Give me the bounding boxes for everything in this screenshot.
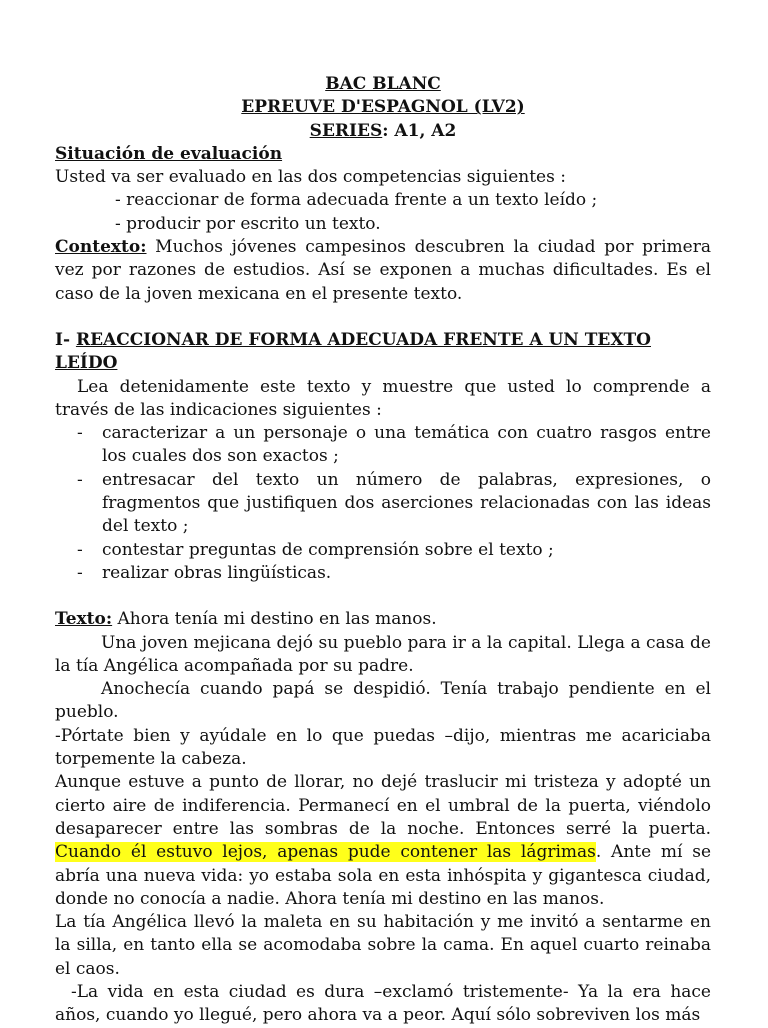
bullet-text: realizar obras lingüísticas. <box>102 562 332 583</box>
document-page <box>55 73 711 1028</box>
section1-heading <box>55 329 711 376</box>
contexto-paragraph <box>55 236 711 306</box>
situacion-item: - producir por escrito un texto. <box>115 213 381 234</box>
highlighted-sentence: Cuando él estuvo lejos, apenas pude contener las lágrimas <box>55 842 596 863</box>
texto-paragraph-5: La tía Angélica llevó la maleta en su habitación y me invitó a sentarme en la silla, en tanto ella se acomodaba sobre la cama. En aquel cuarto reinaba el caos. <box>55 912 711 979</box>
bullet-dash: - <box>77 539 83 560</box>
spacer <box>55 585 711 608</box>
section1-title: REACCIONAR DE FORMA ADECUADA FRENTE A UN TEXTO LEÍDO <box>55 329 651 374</box>
contexto-label: Contexto: <box>55 237 147 258</box>
list-item <box>55 469 711 539</box>
list-item <box>55 539 711 562</box>
list-item <box>55 562 711 585</box>
texto-paragraph-2: Anochecía cuando papá se despidió. Tenía trabajo pendiente en el pueblo. <box>55 679 711 723</box>
texto-p4-start: Aunque estuve a punto de llorar, no dejé traslucir mi tristeza y adopté un cierto aire de indiferencia. Permanecí en el umbral de la puerta, viéndolo desaparecer entre las sombras de la noche. Entonces serré la puerta. <box>55 772 711 839</box>
section1-prefix: I- <box>55 329 76 350</box>
texto-paragraph-6: -La vida en esta ciudad es dura –exclamó tristemente- Ya la era hace años, cuando yo llegué, pero ahora va a peor. Aquí sólo sobreviven los más <box>55 981 711 1026</box>
bullet-text: caracterizar a un personaje o una temática con cuatro rasgos entre los cuales dos son exactos ; <box>102 423 711 467</box>
title-epreuve: EPREUVE D'ESPAGNOL (LV2) <box>241 97 525 118</box>
series-label: SERIES <box>309 120 383 141</box>
situacion-intro: Usted va ser evaluado en las dos competencias siguientes : <box>55 167 566 188</box>
contexto-text: Muchos jóvenes campesinos descubren la ciudad por primera vez por razones de estudios. Así se exponen a muchas dificultades. Es el caso de la joven mexicana en el presente texto. <box>55 237 711 304</box>
bullet-text: contestar preguntas de comprensión sobre el texto ; <box>102 539 554 560</box>
texto-p4-end: . Ante mí se abría una nueva vida: yo estaba sola en esta inhóspita y gigantesca ciudad, donde no conocía a nadie. Ahora tenía mi destino en las manos. <box>55 842 712 909</box>
texto-title: Ahora tenía mi destino en las manos. <box>112 609 437 630</box>
series-value: : A1, A2 <box>382 120 457 141</box>
list-item <box>55 422 711 469</box>
title-bac-blanc: BAC BLANC <box>325 74 441 94</box>
situacion-item: - reaccionar de forma adecuada frente a un texto leído ; <box>115 190 598 211</box>
title-series <box>55 120 711 143</box>
texto-label: Texto: <box>55 609 113 630</box>
texto-paragraph-4 <box>55 771 711 911</box>
bullet-dash: - <box>77 423 83 444</box>
situacion-heading: Situación de evaluación <box>55 143 283 164</box>
texto-heading <box>55 608 711 631</box>
section1-intro: Lea detenidamente este texto y muestre que usted lo comprende a través de las indicaciones siguientes : <box>55 376 711 420</box>
bullet-text: entresacar del texto un número de palabras, expresiones, o fragmentos que justifiquen dos aserciones relacionadas con las ideas del texto ; <box>102 469 711 537</box>
bullet-dash: - <box>77 469 83 490</box>
bullet-dash: - <box>77 562 83 583</box>
spacer <box>55 306 711 329</box>
section1-bullet-list <box>55 422 711 585</box>
texto-paragraph-1: Una joven mejicana dejó su pueblo para ir a la capital. Llega a casa de la tía Angélica acompañada por su padre. <box>55 632 711 676</box>
texto-paragraph-3: -Pórtate bien y ayúdale en lo que puedas –dijo, mientras me acariciaba torpemente la cabeza. <box>55 725 711 770</box>
